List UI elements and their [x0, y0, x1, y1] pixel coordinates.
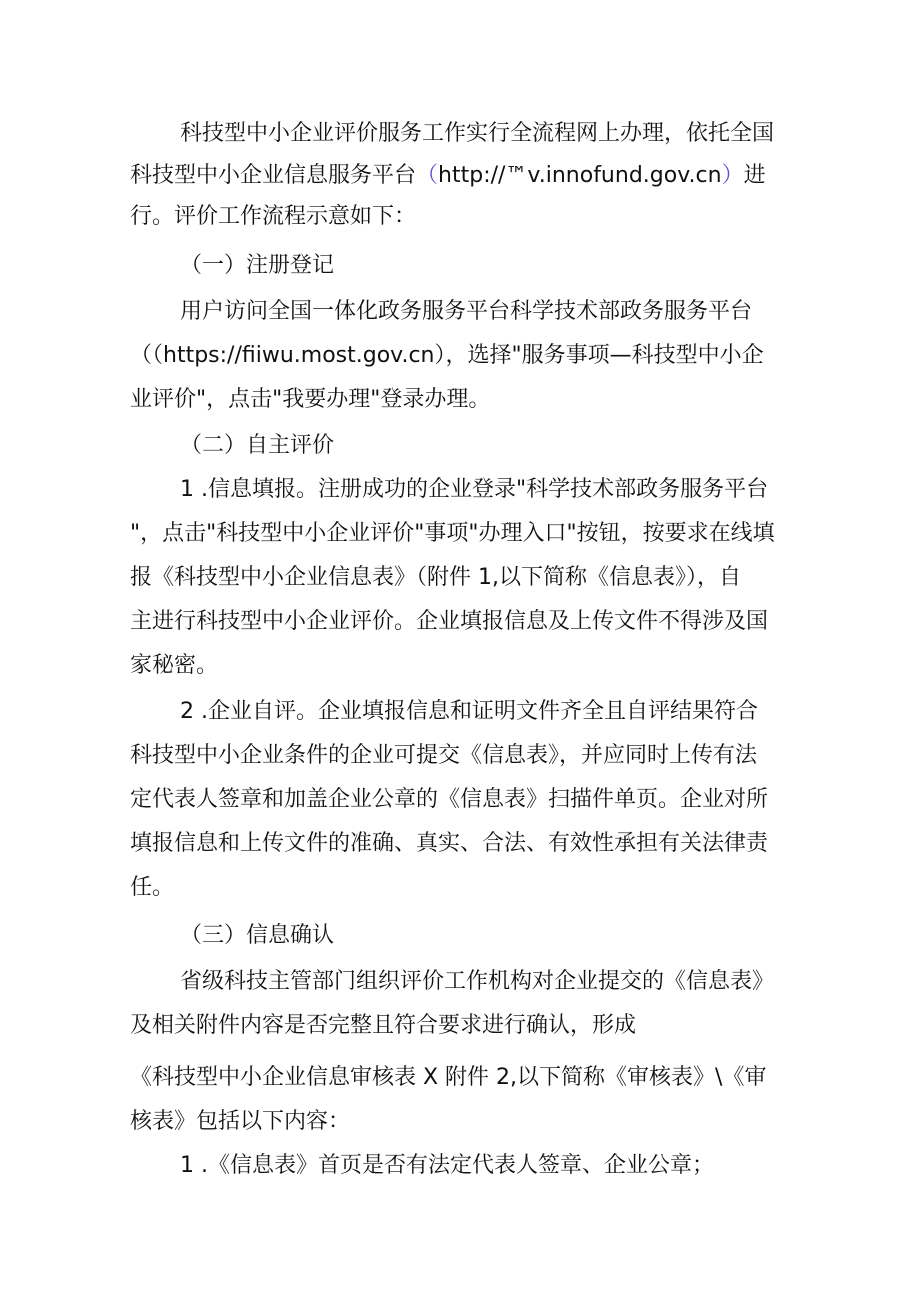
- section-2-item-1-line-1: 1 .信息填报。注册成功的企业登录"科学技术部政务服务平台: [180, 477, 769, 502]
- section-2-item-2-line-1: 2 .企业自评。企业填报信息和证明文件齐全且自评结果符合: [180, 699, 758, 724]
- section-3-line-1: 省级科技主管部门组织评价工作机构对企业提交的《信息表》: [180, 969, 775, 994]
- intro-line-3: 行。评价工作流程示意如下：: [130, 204, 417, 229]
- section-1-line-2: （（https://fiiwu.most.gov.cn），选择"服务事项—科技型中小企: [130, 343, 764, 368]
- section-2-item-2-line-3: 定代表人签章和加盖企业公章的《信息表》扫描件单页。企业对所: [130, 787, 769, 812]
- close-paren: ）: [721, 163, 744, 188]
- intro-line-2: [130, 160, 766, 192]
- section-2-item-2-line-4: 填报信息和上传文件的准确、真实、合法、有效性承担有关法律责: [130, 831, 769, 856]
- section-1-heading: （一）注册登记: [180, 253, 335, 278]
- intro-line-2-tail: 进: [743, 163, 766, 188]
- section-2-item-1-line-3: 报《科技型中小企业信息表》（附件 1,以下简称《信息表》），自: [130, 565, 741, 590]
- section-2-item-1-line-4: 主进行科技型中小企业评价。企业填报信息及上传文件不得涉及国: [130, 609, 769, 634]
- section-2-item-1-line-2: "，点击"科技型中小企业评价"事项"办理入口"按钮，按要求在线填: [130, 521, 775, 546]
- section-3-line-4: 核表》包括以下内容：: [130, 1109, 351, 1134]
- section-3-line-2: 及相关附件内容是否完整且符合要求进行确认，形成: [130, 1013, 637, 1038]
- section-1-line-3: 业评价"，点击"我要办理"登录办理。: [130, 387, 491, 412]
- section-2-item-1-line-5: 家秘密。: [130, 653, 219, 678]
- intro-line-1: 科技型中小企业评价服务工作实行全流程网上办理，依托全国: [180, 121, 775, 146]
- section-1-line-1: 用户访问全国一体化政务服务平台科学技术部政务服务平台: [180, 299, 753, 324]
- intro-line-2-text: 科技型中小企业信息服务平台: [130, 163, 417, 188]
- section-2-item-2-line-2: 科技型中小企业条件的企业可提交《信息表》，并应同时上传有法: [130, 743, 758, 768]
- open-paren: （: [416, 163, 439, 188]
- platform-url: http://™v.innofund.gov.cn: [438, 163, 722, 188]
- section-2-heading: （二）自主评价: [180, 433, 335, 458]
- section-3-line-3: 《科技型中小企业信息审核表 X 附件 2,以下简称《审核表》\《审: [130, 1065, 767, 1090]
- section-3-heading: （三）信息确认: [180, 923, 335, 948]
- section-3-line-5: 1 .《信息表》首页是否有法定代表人签章、企业公章；: [180, 1153, 714, 1178]
- section-2-item-2-line-5: 任。: [130, 875, 175, 900]
